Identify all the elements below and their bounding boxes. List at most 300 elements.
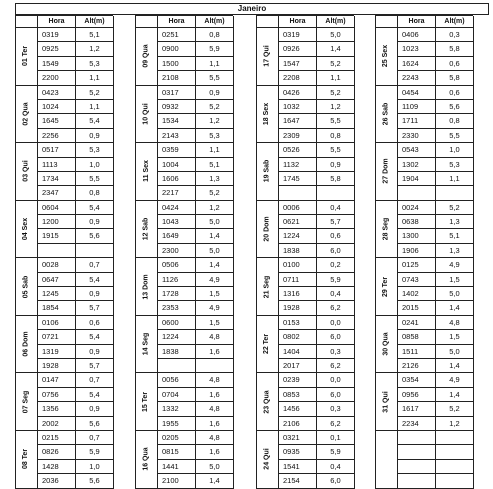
tide-time: 1955 <box>158 417 196 431</box>
tide-height: 5,5 <box>317 143 355 157</box>
tide-time: 0711 <box>279 273 317 287</box>
tide-height: 5,4 <box>76 114 114 128</box>
tide-time: 1906 <box>398 244 436 258</box>
tide-height: 0,8 <box>436 114 474 128</box>
tide-height <box>436 474 474 488</box>
day-label-cell <box>376 28 398 86</box>
header-altura: Alt(m) <box>196 16 234 28</box>
tide-grid <box>135 15 233 489</box>
tide-time: 0319 <box>38 28 76 42</box>
tide-time: 0802 <box>279 330 317 344</box>
tide-height: 5,9 <box>76 445 114 459</box>
tide-time: 1113 <box>38 158 76 172</box>
tide-height: 0,6 <box>317 229 355 243</box>
tide-height: 5,3 <box>76 57 114 71</box>
tide-time: 1734 <box>38 172 76 186</box>
day-label: 16 Qua <box>142 447 150 471</box>
tide-height: 0,3 <box>436 28 474 42</box>
day-label: 04 Sex <box>22 217 30 241</box>
tide-height <box>196 359 234 373</box>
day-label-cell <box>16 316 38 374</box>
day-label: 23 Qua <box>263 389 271 414</box>
tide-time: 0621 <box>279 215 317 229</box>
day-label: 31 Qui <box>382 390 390 413</box>
tide-column-1 <box>15 15 113 489</box>
tide-time: 1854 <box>38 301 76 315</box>
day-label: 10 Qui <box>142 103 150 125</box>
month-title: Janeiro <box>15 3 489 15</box>
tide-time: 1928 <box>38 359 76 373</box>
tide-grid <box>375 15 473 489</box>
tide-height: 1,0 <box>76 460 114 474</box>
tide-height: 5,0 <box>196 215 234 229</box>
tide-time: 0354 <box>398 373 436 387</box>
tide-height: 1,1 <box>76 71 114 85</box>
day-label-cell <box>136 316 158 374</box>
tide-height: 5,2 <box>317 57 355 71</box>
day-label: 11 Sex <box>142 160 150 183</box>
tide-height: 5,6 <box>76 417 114 431</box>
tide-height: 0,4 <box>317 201 355 215</box>
day-label: 21 Seg <box>263 275 271 298</box>
tide-time: 0424 <box>158 201 196 215</box>
tide-time: 0406 <box>398 28 436 42</box>
tide-time: 1319 <box>38 345 76 359</box>
tide-time <box>158 359 196 373</box>
day-label: 03 Qui <box>22 160 30 183</box>
tide-time: 2234 <box>398 417 436 431</box>
tide-height: 1,2 <box>76 42 114 56</box>
tide-time: 0517 <box>38 143 76 157</box>
header-altura: Alt(m) <box>76 16 114 28</box>
tide-time: 2126 <box>398 359 436 373</box>
tide-time: 1511 <box>398 345 436 359</box>
tide-height: 5,4 <box>76 330 114 344</box>
tide-height: 5,2 <box>317 86 355 100</box>
tide-time <box>398 445 436 459</box>
tide-height: 5,0 <box>436 345 474 359</box>
tide-height: 6,0 <box>317 474 355 488</box>
tide-time: 1549 <box>38 57 76 71</box>
tide-time: 1500 <box>158 57 196 71</box>
tide-time: 0704 <box>158 388 196 402</box>
tide-time: 1300 <box>398 229 436 243</box>
tide-time: 2347 <box>38 186 76 200</box>
day-label: 09 Qua <box>142 44 150 68</box>
tide-time: 0743 <box>398 273 436 287</box>
tide-height: 1,6 <box>196 345 234 359</box>
tide-height: 1,3 <box>436 215 474 229</box>
day-label-cell <box>257 258 279 316</box>
day-label-cell <box>257 373 279 431</box>
day-label: 19 Sab <box>263 160 271 183</box>
day-label-cell <box>376 373 398 431</box>
day-label-cell <box>136 143 158 201</box>
day-label: 17 Qui <box>263 45 271 67</box>
tide-height: 5,4 <box>76 388 114 402</box>
tide-height: 4,9 <box>196 273 234 287</box>
tide-height <box>436 445 474 459</box>
tide-time: 0506 <box>158 258 196 272</box>
tide-height: 4,9 <box>436 258 474 272</box>
tide-height: 5,7 <box>317 215 355 229</box>
tide-height: 1,4 <box>196 258 234 272</box>
day-label-cell <box>16 28 38 86</box>
day-label: 14 Seg <box>142 332 150 356</box>
day-label: 05 Sab <box>22 275 30 298</box>
tide-time: 0454 <box>398 86 436 100</box>
tide-time: 0239 <box>279 373 317 387</box>
tide-time: 0215 <box>38 431 76 445</box>
header-corner <box>16 16 38 28</box>
header-corner <box>257 16 279 28</box>
tide-height: 6,0 <box>317 244 355 258</box>
day-label-cell <box>136 86 158 144</box>
header-hora: Hora <box>38 16 76 28</box>
header-hora: Hora <box>279 16 317 28</box>
day-label-cell <box>136 201 158 259</box>
tide-time: 1838 <box>279 244 317 258</box>
tide-height: 1,6 <box>196 417 234 431</box>
tide-time: 0359 <box>158 143 196 157</box>
tide-height: 5,7 <box>76 301 114 315</box>
tide-height: 0,7 <box>76 431 114 445</box>
tide-time: 1109 <box>398 100 436 114</box>
tide-height: 1,3 <box>196 172 234 186</box>
tide-height: 5,2 <box>436 402 474 416</box>
tide-time: 1645 <box>38 114 76 128</box>
day-label: 29 Ter <box>382 276 390 297</box>
day-label-cell <box>376 201 398 259</box>
day-label-cell <box>136 431 158 489</box>
tide-time: 1024 <box>38 100 76 114</box>
tide-time: 0321 <box>279 431 317 445</box>
day-label-cell <box>136 28 158 86</box>
tide-time: 2108 <box>158 71 196 85</box>
day-label: 30 Qua <box>382 332 390 356</box>
tide-height: 0,6 <box>436 86 474 100</box>
tide-time: 1838 <box>158 345 196 359</box>
tide-height: 0,0 <box>317 373 355 387</box>
tide-time: 0826 <box>38 445 76 459</box>
tide-time <box>398 186 436 200</box>
tide-grid <box>15 15 113 489</box>
tide-time <box>279 186 317 200</box>
tide-height: 5,5 <box>196 71 234 85</box>
tide-height: 5,9 <box>196 42 234 56</box>
tide-height: 5,5 <box>436 129 474 143</box>
header-altura: Alt(m) <box>436 16 474 28</box>
tide-time <box>398 474 436 488</box>
tide-height: 5,6 <box>76 229 114 243</box>
tide-time <box>38 244 76 258</box>
tide-height: 5,8 <box>317 172 355 186</box>
tide-height: 0,1 <box>317 431 355 445</box>
tide-height: 6,2 <box>317 359 355 373</box>
tide-height: 5,2 <box>196 186 234 200</box>
day-label: 28 Seg <box>382 217 390 241</box>
tide-time: 1032 <box>279 100 317 114</box>
tide-height: 1,1 <box>76 100 114 114</box>
tide-height <box>317 186 355 200</box>
tide-height: 1,4 <box>436 388 474 402</box>
tide-time: 0056 <box>158 373 196 387</box>
day-label-cell <box>16 431 38 489</box>
tide-height: 4,9 <box>436 373 474 387</box>
tide-height: 5,3 <box>196 129 234 143</box>
tide-height <box>436 186 474 200</box>
tide-height: 0,9 <box>196 86 234 100</box>
tide-height: 5,9 <box>317 445 355 459</box>
tide-height: 1,4 <box>436 359 474 373</box>
day-label-cell <box>257 201 279 259</box>
tide-height: 6,0 <box>317 388 355 402</box>
tide-height: 1,5 <box>436 330 474 344</box>
tide-time: 0721 <box>38 330 76 344</box>
tide-time: 1547 <box>279 57 317 71</box>
tide-height: 5,8 <box>436 71 474 85</box>
tide-time: 0100 <box>279 258 317 272</box>
tide-time: 2353 <box>158 301 196 315</box>
tide-time: 1441 <box>158 460 196 474</box>
tide-time: 2154 <box>279 474 317 488</box>
day-label-cell <box>257 28 279 86</box>
tide-height: 5,0 <box>436 287 474 301</box>
tide-height: 6,2 <box>317 301 355 315</box>
tide-height: 5,7 <box>76 359 114 373</box>
day-label: 26 Sab <box>382 102 390 126</box>
day-label-cell <box>136 373 158 431</box>
day-label-cell <box>376 258 398 316</box>
tide-height: 5,4 <box>76 273 114 287</box>
day-label-cell <box>257 143 279 201</box>
tide-time: 2208 <box>279 71 317 85</box>
tide-time: 1132 <box>279 158 317 172</box>
day-label: 02 Qua <box>22 102 30 126</box>
day-label-cell <box>16 373 38 431</box>
tide-time: 1245 <box>38 287 76 301</box>
day-label: 12 Sab <box>142 217 150 241</box>
tide-height: 5,8 <box>436 42 474 56</box>
tide-time: 1541 <box>279 460 317 474</box>
day-label-cell <box>376 431 398 489</box>
tide-height: 4,9 <box>196 301 234 315</box>
tide-height: 0,3 <box>317 402 355 416</box>
tide-time: 1915 <box>38 229 76 243</box>
tide-time: 0604 <box>38 201 76 215</box>
tide-height: 0,9 <box>76 129 114 143</box>
tide-height: 1,2 <box>196 114 234 128</box>
tide-height: 1,6 <box>196 445 234 459</box>
day-label-cell <box>376 143 398 201</box>
tide-time: 1711 <box>398 114 436 128</box>
tide-time: 0205 <box>158 431 196 445</box>
tide-time: 2002 <box>38 417 76 431</box>
tide-column-4 <box>375 15 473 489</box>
tide-height: 4,8 <box>196 330 234 344</box>
day-label: 06 Dom <box>22 331 30 357</box>
tide-time: 0932 <box>158 100 196 114</box>
tide-height: 6,2 <box>317 417 355 431</box>
tide-time: 1126 <box>158 273 196 287</box>
tide-time: 0241 <box>398 316 436 330</box>
tide-height: 0,8 <box>317 129 355 143</box>
tide-time: 1224 <box>279 229 317 243</box>
day-label: 27 Dom <box>382 158 390 185</box>
tide-time: 2309 <box>279 129 317 143</box>
tide-height: 5,5 <box>317 114 355 128</box>
tide-height: 5,4 <box>76 201 114 215</box>
tide-height: 1,3 <box>436 244 474 258</box>
tide-time: 0106 <box>38 316 76 330</box>
tide-height: 0,2 <box>317 258 355 272</box>
tide-height: 1,4 <box>196 474 234 488</box>
tide-time: 1200 <box>38 215 76 229</box>
tide-time: 0853 <box>279 388 317 402</box>
tide-time: 2300 <box>158 244 196 258</box>
tide-time: 1023 <box>398 42 436 56</box>
tide-time: 0526 <box>279 143 317 157</box>
tide-time: 1728 <box>158 287 196 301</box>
tide-height: 0,8 <box>196 28 234 42</box>
tide-time: 0028 <box>38 258 76 272</box>
tide-height: 5,9 <box>317 273 355 287</box>
tide-time: 0153 <box>279 316 317 330</box>
tide-time: 1617 <box>398 402 436 416</box>
tide-column-3 <box>256 15 354 489</box>
tide-time <box>398 460 436 474</box>
tide-time: 2036 <box>38 474 76 488</box>
tide-height: 5,6 <box>436 100 474 114</box>
tide-height: 4,8 <box>196 373 234 387</box>
day-label-cell <box>16 258 38 316</box>
tide-time: 1606 <box>158 172 196 186</box>
tide-height: 1,4 <box>436 301 474 315</box>
day-label-cell <box>376 316 398 374</box>
day-label-cell <box>136 258 158 316</box>
tide-time: 2017 <box>279 359 317 373</box>
tide-height: 1,4 <box>317 42 355 56</box>
tide-time: 1302 <box>398 158 436 172</box>
tide-time: 0935 <box>279 445 317 459</box>
tide-time: 0006 <box>279 201 317 215</box>
day-label: 08 Ter <box>22 449 30 470</box>
tide-time: 0926 <box>279 42 317 56</box>
tide-height: 5,6 <box>76 474 114 488</box>
tide-time: 1356 <box>38 402 76 416</box>
day-label: 13 Dom <box>142 273 150 300</box>
tide-time: 0815 <box>158 445 196 459</box>
tide-height: 1,5 <box>196 316 234 330</box>
day-label: 15 Ter <box>142 391 150 412</box>
tide-height: 5,2 <box>196 100 234 114</box>
tide-time: 0024 <box>398 201 436 215</box>
tide-height: 0,9 <box>76 287 114 301</box>
tide-time: 1316 <box>279 287 317 301</box>
tide-time: 0426 <box>279 86 317 100</box>
tide-height: 1,5 <box>196 287 234 301</box>
tide-time: 1004 <box>158 158 196 172</box>
tide-time: 0147 <box>38 373 76 387</box>
day-label: 25 Sex <box>382 45 390 68</box>
day-label: 18 Sex <box>263 102 271 125</box>
tide-height: 0,9 <box>317 158 355 172</box>
tide-height: 5,0 <box>196 460 234 474</box>
tide-time: 2143 <box>158 129 196 143</box>
tide-time: 0900 <box>158 42 196 56</box>
tide-time: 2217 <box>158 186 196 200</box>
tide-time: 0638 <box>398 215 436 229</box>
tide-time: 0317 <box>158 86 196 100</box>
tide-height <box>436 431 474 445</box>
tide-height: 5,0 <box>317 28 355 42</box>
tide-height: 1,1 <box>436 172 474 186</box>
tide-height: 1,0 <box>436 143 474 157</box>
tide-height: 1,1 <box>317 71 355 85</box>
tide-time: 0423 <box>38 86 76 100</box>
day-label-cell <box>257 316 279 374</box>
tide-time: 2200 <box>38 71 76 85</box>
tide-height: 5,5 <box>76 172 114 186</box>
tide-time: 2243 <box>398 71 436 85</box>
tide-time: 1745 <box>279 172 317 186</box>
tide-time: 1928 <box>279 301 317 315</box>
tide-time: 0319 <box>279 28 317 42</box>
tide-grid <box>256 15 354 489</box>
tide-time: 0858 <box>398 330 436 344</box>
tide-time: 0925 <box>38 42 76 56</box>
tide-height: 5,1 <box>76 28 114 42</box>
tide-time: 0125 <box>398 258 436 272</box>
tide-height: 4,8 <box>436 316 474 330</box>
tide-time: 0600 <box>158 316 196 330</box>
tide-height: 6,0 <box>317 330 355 344</box>
tide-height: 5,0 <box>196 244 234 258</box>
tide-time: 1332 <box>158 402 196 416</box>
header-hora: Hora <box>158 16 196 28</box>
tide-height: 4,8 <box>196 431 234 445</box>
tide-height: 5,1 <box>196 158 234 172</box>
tide-height: 0,6 <box>436 57 474 71</box>
tide-time: 2100 <box>158 474 196 488</box>
header-altura: Alt(m) <box>317 16 355 28</box>
tide-height: 0,4 <box>317 287 355 301</box>
tide-height: 5,1 <box>436 229 474 243</box>
tide-height: 1,0 <box>76 158 114 172</box>
tide-height: 0,7 <box>76 373 114 387</box>
tide-height: 0,9 <box>76 402 114 416</box>
day-label-cell <box>16 143 38 201</box>
tide-height: 1,4 <box>196 229 234 243</box>
tide-time: 1904 <box>398 172 436 186</box>
tide-height: 5,2 <box>436 201 474 215</box>
tide-time: 1647 <box>279 114 317 128</box>
day-label-cell <box>16 201 38 259</box>
tide-height <box>76 244 114 258</box>
tide-time: 1402 <box>398 287 436 301</box>
day-label: 24 Qui <box>263 448 271 470</box>
tide-time: 1404 <box>279 345 317 359</box>
tide-column-2 <box>135 15 233 489</box>
tide-time: 0956 <box>398 388 436 402</box>
tide-height: 1,5 <box>436 273 474 287</box>
tide-height: 1,2 <box>436 417 474 431</box>
tide-time: 1428 <box>38 460 76 474</box>
tide-time: 2330 <box>398 129 436 143</box>
tide-height: 5,3 <box>436 158 474 172</box>
tide-height: 0,6 <box>76 316 114 330</box>
tide-time: 2015 <box>398 301 436 315</box>
